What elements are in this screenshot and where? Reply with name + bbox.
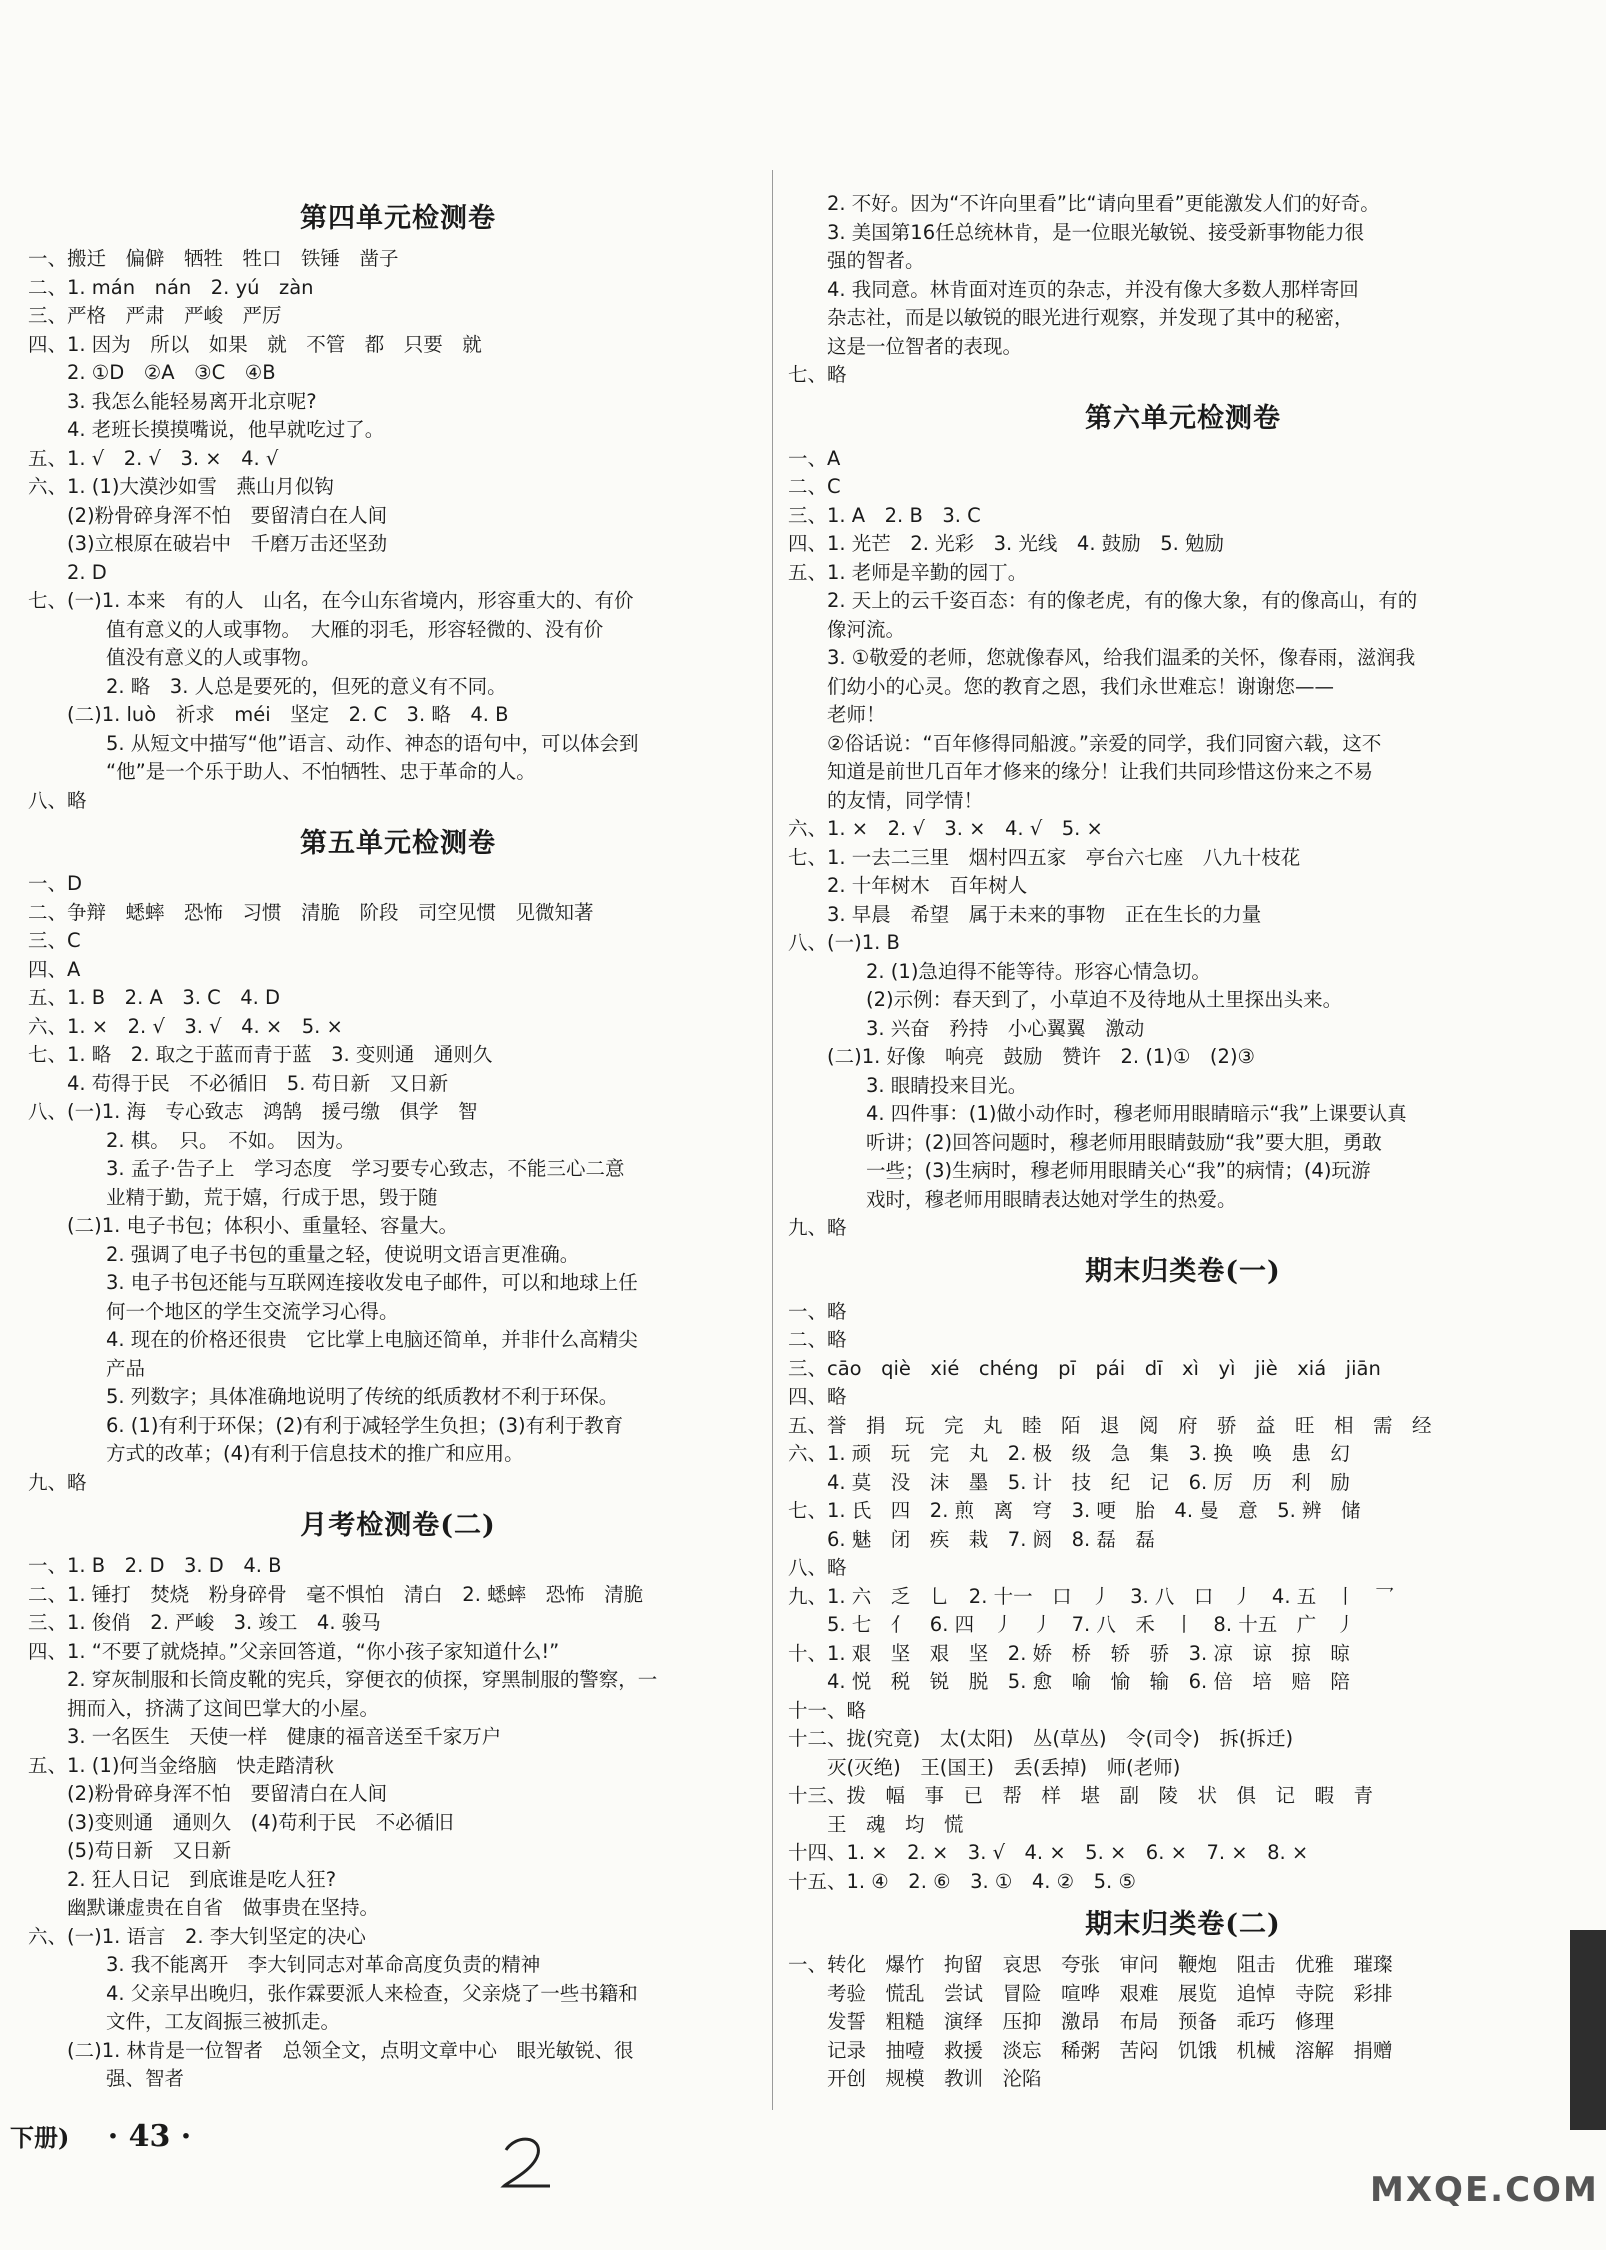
answer-line: 八、(一)1. 海 专心致志 鸿鹄 援弓缴 俱学 智: [28, 1100, 478, 1123]
page-number: · 43 ·: [107, 2119, 192, 2154]
answer-line: 灭(灭绝) 王(国王) 丢(丢掉) 师(老师): [788, 1755, 1181, 1779]
answer-line: 方式的改革；(4)有利于信息技术的推广和应用。: [28, 1442, 524, 1465]
answer-line: 七、1. 一去二三里 烟村四五家 亭台六七座 八九十枝花: [788, 845, 1301, 869]
answer-line: 一些；(3)生病时，穆老师用眼睛关心“我”的病情；(4)玩游: [788, 1159, 1371, 1182]
answer-line: 2. 强调了电子书包的重量之轻，使说明文语言更准确。: [28, 1242, 580, 1266]
section-title: 第四单元检测卷: [300, 203, 496, 234]
answer-line: 3. ①敬爱的老师，您就像春风，给我们温柔的关怀，像春雨，滋润我: [788, 646, 1416, 669]
answer-line: 五、誉 捐 玩 完 丸 睦 陌 退 阅 府 骄 益 旺 相 需 经: [788, 1413, 1432, 1437]
answer-line: 3. 孟子·告子上 学习态度 学习要专心致志，不能三心二意: [28, 1157, 625, 1180]
answer-line: (二)1. 好像 响亮 鼓励 赞许 2. (1)① (2)③: [788, 1045, 1256, 1068]
answer-line: 八、略: [788, 1556, 847, 1579]
answer-line: 2. 不好。因为“不许向里看”比“请向里看”更能激发人们的好奇。: [788, 192, 1380, 215]
answer-line: 九、1. 六 乏 乚 2. 十一 口 丿 3. 八 口 丿 4. 五 丨 乛: [788, 1584, 1395, 1608]
answer-line: 3. 我怎么能轻易离开北京呢?: [28, 389, 317, 413]
answer-line: 五、1. √ 2. √ 3. × 4. √: [28, 446, 279, 470]
answer-line: 2. 棋。 只。 不如。 因为。: [28, 1128, 356, 1152]
answer-line: 一、1. B 2. D 3. D 4. B: [28, 1554, 282, 1577]
answer-line: 像河流。: [788, 617, 906, 641]
answer-line: (2)示例：春天到了，小草迫不及待地从土里探出头来。: [788, 988, 1343, 1011]
answer-line: 3. 美国第16任总统林肯，是一位眼光敏锐、接受新事物能力很: [788, 220, 1365, 244]
answer-line: 十二、拢(究竟) 太(太阳) 丛(草丛) 令(司令) 拆(拆迁): [788, 1727, 1294, 1750]
answer-line: 开创 规模 教训 沦陷: [788, 2067, 1042, 2090]
answer-line: 2. (1)急迫得不能等待。形容心情急切。: [788, 959, 1211, 983]
answer-line: 强的智者。: [788, 249, 925, 272]
column-divider: [772, 170, 773, 2110]
answer-line: 三、C: [28, 929, 81, 952]
answer-line: 老师！: [788, 703, 886, 726]
answer-line: 四、A: [28, 957, 81, 981]
answer-line: 2. 略 3. 人总是要死的，但死的意义有不同。: [28, 674, 507, 698]
answer-line: 五、1. B 2. A 3. C 4. D: [28, 986, 281, 1009]
answer-line: 4. 莫 没 沫 墨 5. 计 技 纪 记 6. 厉 历 利 励: [788, 1470, 1350, 1494]
answer-line: 七、略: [788, 363, 847, 386]
answer-line: 戏时，穆老师用眼睛表达她对学生的热爱。: [788, 1187, 1237, 1211]
answer-line: 4. 老班长摸摸嘴说，他早就吃过了。: [28, 418, 385, 441]
answer-line: 二、1. mán nán 2. yú zàn: [28, 275, 314, 299]
answer-line: 值没有意义的人或事物。: [28, 646, 321, 669]
answer-line: 2. 狂人日记 到底谁是吃人狂?: [28, 1867, 337, 1891]
answer-line: 六、1. × 2. √ 3. × 4. √ 5. ×: [788, 817, 1103, 840]
answer-line: 文件，工友阎振三被抓走。: [28, 2010, 341, 2033]
answer-line: 知道是前世几百年才修来的缘分！让我们共同珍惜这份来之不易: [788, 760, 1374, 783]
answer-line: 二、C: [788, 475, 841, 498]
answer-line: 记录 抽噎 救援 淡忘 稀粥 苦闷 饥饿 机械 溶解 捐赠: [788, 2038, 1393, 2062]
answer-line: 4. 悦 税 锐 脱 5. 愈 喻 愉 输 6. 倍 培 赔 陪: [788, 1670, 1350, 1693]
volume-label: 下册): [10, 2123, 70, 2152]
answer-line: “他”是一个乐于助人、不怕牺牲、忠于革命的人。: [28, 760, 536, 783]
answer-line: 十、1. 艰 坚 艰 坚 2. 娇 桥 轿 骄 3. 凉 谅 掠 晾: [788, 1641, 1350, 1665]
answer-line: (2)粉骨碎身浑不怕 要留清白在人间: [28, 1782, 388, 1805]
section-title: 期末归类卷(一): [1085, 1255, 1281, 1287]
answer-line: 一、D: [28, 872, 83, 895]
answer-line: (二)1. luò 祈求 méi 坚定 2. C 3. 略 4. B: [28, 703, 509, 726]
answer-line: 5. 从短文中描写“他”语言、动作、神态的语句中，可以体会到: [28, 731, 639, 755]
answer-line: 4. 我同意。林肯面对连页的杂志，并没有像大多数人那样寄回: [788, 277, 1359, 301]
answer-line: 七、1. 略 2. 取之于蓝而青于蓝 3. 变则通 通则久: [28, 1043, 493, 1066]
answer-line: 二、1. 锤打 焚烧 粉身碎骨 毫不惧怕 清白 2. 蟋蟀 恐怖 清脆: [28, 1582, 644, 1606]
answer-line: 4. 现在的价格还很贵 它比掌上电脑还简单，并非什么高精尖: [28, 1328, 638, 1351]
answer-line: 七、1. 氏 四 2. 煎 离 穹 3. 哽 胎 4. 曼 意 5. 辨 储: [788, 1499, 1361, 1522]
answer-line: 这是一位智者的表现。: [788, 334, 1023, 358]
watermark: MXQE.COM: [1370, 2170, 1599, 2210]
answer-line: (3)立根原在破岩中 千磨万击还坚劲: [28, 532, 388, 555]
side-tab: [1570, 1930, 1606, 2130]
answer-line: (3)变则通 通则久 (4)苟利于民 不必循旧: [28, 1810, 454, 1834]
answer-line: 4. 四件事：(1)做小动作时，穆老师用眼睛暗示“我”上课要认真: [788, 1102, 1407, 1125]
answer-line: 三、1. 俊俏 2. 严峻 3. 竣工 4. 骏马: [28, 1611, 381, 1634]
answer-line: 二、争辩 蟋蟀 恐怖 习惯 清脆 阶段 司空见惯 见微知著: [28, 900, 594, 924]
handwritten-mark: [498, 2132, 558, 2192]
answer-line: ②俗话说：“百年修得同船渡。”亲爱的同学，我们同窗六载，这不: [788, 731, 1382, 755]
answer-line: 九、略: [788, 1216, 847, 1239]
page-footer: [10, 2118, 191, 2154]
answer-line: 拥而入，挤满了这间巴掌大的小屋。: [28, 1696, 380, 1720]
answer-line: 5. 列数字；具体准确地说明了传统的纸质教材不利于环保。: [28, 1385, 619, 1408]
answer-line: 五、1. (1)何当金络脑 快走踏清秋: [28, 1753, 334, 1777]
answer-line: 何一个地区的学生交流学习心得。: [28, 1299, 399, 1323]
answer-line: 5. 七 亻 6. 四 丿 丿 7. 八 禾 丨 8. 十五 广 丿: [788, 1613, 1356, 1636]
right-column: [788, 190, 1578, 2094]
section-title: 月考检测卷(二): [300, 1510, 496, 1541]
answer-line: 的友情，同学情！: [788, 788, 984, 812]
answer-line: 2. 天上的云千姿百态：有的像老虎，有的像大象，有的像高山，有的: [788, 589, 1418, 612]
answer-line: 2. ①D ②A ③C ④B: [28, 361, 276, 384]
section-title: 第五单元检测卷: [300, 828, 496, 859]
answer-line: 五、1. 老师是辛勤的园丁。: [788, 560, 1028, 584]
section-title: 期末归类卷(二): [1085, 1909, 1281, 1940]
answer-line: 考验 慌乱 尝试 冒险 喧哗 艰难 展览 追悼 寺院 彩排: [788, 1981, 1393, 2005]
answer-line: 发誓 粗糙 演绎 压抑 激昂 布局 预备 乖巧 修理: [788, 2010, 1335, 2033]
section-title: 第六单元检测卷: [1085, 402, 1281, 434]
answer-line: 十三、拨 幅 事 已 帮 样 堪 副 陵 状 俱 记 暇 青: [788, 1784, 1374, 1807]
answer-line: 业精于勤，荒于嬉，行成于思，毁于随: [28, 1185, 438, 1209]
answer-line: 八、(一)1. B: [788, 931, 900, 954]
answer-line: 三、cāo qiè xié chéng pī pái dī xì yì jiè xiá jiān: [788, 1356, 1381, 1380]
answer-line: 6. 魅 闭 疾 栽 7. 阏 8. 磊 磊: [788, 1527, 1155, 1551]
answer-line: 一、略: [788, 1299, 847, 1323]
answer-line: 十四、1. × 2. × 3. √ 4. × 5. × 6. × 7. × 8. ×: [788, 1841, 1309, 1864]
answer-line: 一、转化 爆竹 拘留 哀思 夸张 审问 鞭炮 阻击 优雅 璀璨: [788, 1953, 1393, 1976]
answer-line: (5)苟日新 又日新: [28, 1839, 232, 1862]
answer-line: 六、(一)1. 语言 2. 李大钊坚定的决心: [28, 1924, 366, 1948]
answer-line: 四、1. “不要了就烧掉。”父亲回答道，“你小孩子家知道什么!”: [28, 1639, 560, 1663]
answer-line: 6. (1)有利于环保；(2)有利于减轻学生负担；(3)有利于教育: [28, 1413, 624, 1437]
answer-line: 3. 一名医生 天使一样 健康的福音送至千家万户: [28, 1725, 502, 1748]
answer-line: 们幼小的心灵。您的教育之恩，我们永世难忘！谢谢您——: [788, 674, 1335, 698]
answer-line: 2. 穿灰制服和长筒皮靴的宪兵，穿便衣的侦探，穿黑制服的警察，一: [28, 1668, 658, 1691]
answer-line: 九、略: [28, 1470, 87, 1494]
answer-line: (二)1. 林肯是一位智者 总领全文，点明文章中心 眼光敏锐、很: [28, 2038, 634, 2062]
answer-line: (二)1. 电子书包；体积小、重量轻、容量大。: [28, 1214, 459, 1237]
answer-line: 产品: [28, 1356, 146, 1380]
answer-line: 六、1. × 2. √ 3. √ 4. × 5. ×: [28, 1014, 343, 1038]
left-column: [28, 190, 768, 2094]
answer-line: 王 魂 均 慌: [788, 1812, 964, 1836]
answer-line: 3. 我不能离开 李大钊同志对革命高度负责的精神: [28, 1953, 541, 1976]
answer-line: 三、严格 严肃 严峻 严厉: [28, 304, 282, 327]
answer-line: 六、1. (1)大漠沙如雪 燕山月似钩: [28, 475, 334, 498]
answer-line: 3. 早晨 希望 属于未来的事物 正在生长的力量: [788, 902, 1262, 926]
answer-line: 四、略: [788, 1385, 847, 1408]
answer-line: 幽默谦虚贵在自省 做事贵在坚持。: [28, 1896, 380, 1919]
answer-line: 四、1. 因为 所以 如果 就 不管 都 只要 就: [28, 332, 482, 356]
answer-line: 4. 苟得于民 不必循旧 5. 苟日新 又日新: [28, 1071, 449, 1095]
answer-line: 四、1. 光芒 2. 光彩 3. 光线 4. 鼓励 5. 勉励: [788, 532, 1225, 555]
answer-line: 3. 兴奋 矜持 小心翼翼 激动: [788, 1016, 1145, 1040]
answer-line: 六、1. 顽 玩 完 丸 2. 极 级 急 集 3. 换 唤 患 幻: [788, 1442, 1350, 1465]
answer-line: 二、略: [788, 1328, 847, 1351]
answer-line: 一、A: [788, 446, 841, 470]
answer-line: 3. 眼睛投来目光。: [788, 1073, 1028, 1097]
answer-line: 值有意义的人或事物。 大雁的羽毛，形容轻微的、没有价: [28, 617, 604, 641]
answer-line: (2)粉骨碎身浑不怕 要留清白在人间: [28, 503, 388, 527]
answer-line: 十一、略: [788, 1698, 867, 1722]
answer-line: 3. 电子书包还能与互联网连接收发电子邮件，可以和地球上任: [28, 1271, 638, 1294]
answer-line: 2. 十年树木 百年树人: [788, 874, 1028, 897]
answer-line: 一、搬迁 偏僻 牺牲 牲口 铁锤 凿子: [28, 247, 399, 270]
answer-line: 七、(一)1. 本来 有的人 山名，在今山东省境内，形容重大的、有价: [28, 589, 634, 612]
answer-line: 杂志社，而是以敏锐的眼光进行观察，并发现了其中的秘密，: [788, 306, 1354, 329]
answer-line: 强、智者: [28, 2067, 185, 2090]
answer-line: 2. D: [28, 560, 107, 584]
answer-line: 听讲；(2)回答问题时，穆老师用眼睛鼓励“我”要大胆，勇敢: [788, 1130, 1382, 1154]
answer-line: 十五、1. ④ 2. ⑥ 3. ① 4. ② 5. ⑤: [788, 1869, 1136, 1893]
answer-line: 三、1. A 2. B 3. C: [788, 503, 981, 527]
answer-line: 八、略: [28, 788, 87, 812]
answer-line: 4. 父亲早出晚归，张作霖要派人来检查，父亲烧了一些书籍和: [28, 1981, 638, 2005]
